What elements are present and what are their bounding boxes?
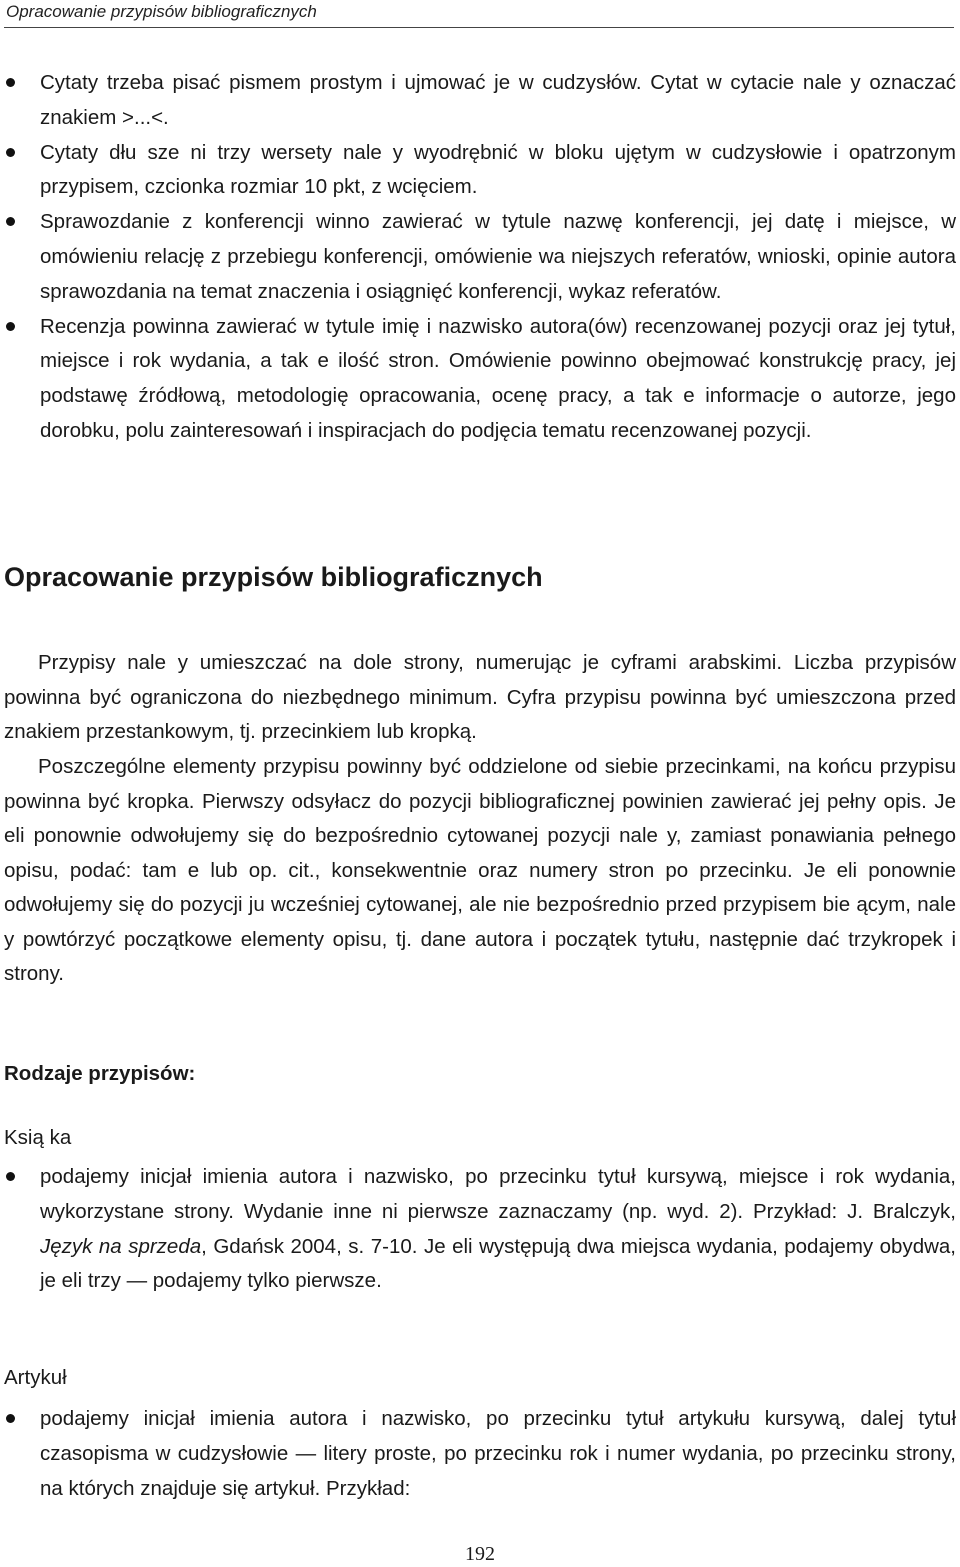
- bullet-icon: [6, 1414, 15, 1423]
- book-type-label: Ksią ka: [4, 1126, 72, 1149]
- book-text-after: , Gdańsk 2004, s. 7-10. Je eli występują dwa miejsca wydania, podajemy obydwa, je eli trzy — podajemy tylko pierwsze.: [40, 1234, 956, 1293]
- page-number: 192: [465, 1543, 495, 1565]
- section-heading: Opracowanie przypisów bibliograficznych: [4, 562, 543, 592]
- section-paragraph-2: [4, 750, 956, 992]
- book-text-before: podajemy inicjał imienia autora i nazwisko, po przecinku tytuł kursywą, miejsce i rok wydania, wykorzystane strony. Wydanie inne ni pierwsze zaznaczamy (np. wyd. 2). Przykład: J. Bralczyk,: [40, 1165, 956, 1223]
- top-bullet-list: [6, 66, 956, 449]
- footnote-types-heading: Rodzaje przypisów:: [4, 1062, 196, 1085]
- article-type-label: Artykuł: [4, 1366, 67, 1389]
- running-header: Opracowanie przypisów bibliograficznych: [6, 2, 317, 21]
- article-text: podajemy inicjał imienia autora i nazwisko, po przecinku tytuł artykułu kursywą, dalej tytuł czasopisma w cudzysłowie — litery proste, po przecinku rok i numer wydania, po przecinku strony, na których znajduje się artykuł. Przykład:: [40, 1407, 956, 1500]
- section-paragraph-1: [4, 646, 956, 750]
- bullet-icon: [6, 217, 15, 226]
- header-rule: [4, 27, 954, 28]
- list-item: [6, 310, 956, 449]
- bullet-icon: [6, 1172, 15, 1181]
- bullet-icon: [6, 322, 15, 331]
- list-item-text: Recenzja powinna zawierać w tytule imię i nazwisko autora(ów) recenzowanej pozycji oraz jej tytuł, miejsce i rok wydania, a tak e ilość stron. Omówienie powinno obejmować konstrukcję pracy, jej podstawę źródłową, metodologię opracowania, ocenę pracy, a tak e informacje o autorze, jego dorobku, polu zainteresowań i inspiracjach do podjęcia tematu recenzowanej pozycji.: [40, 314, 956, 442]
- book-bullet-list: [6, 1160, 956, 1299]
- list-item-text: Cytaty dłu sze ni trzy wersety nale y wyodrębnić w bloku ujętym w cudzysłowie i opatrzonym przypisem, czcionka rozmiar 10 pkt, z wcięciem.: [40, 140, 956, 199]
- book-example-title: Język na sprzeda: [40, 1234, 202, 1258]
- list-item: [6, 66, 956, 136]
- paragraph-text: Przypisy nale y umieszczać na dole strony, numerując je cyframi arabskimi. Liczba przypisów powinna być ograniczona do niezbędnego minimum. Cyfra przypisu powinna być umieszczona przed znakiem przestankowym, tj. przecinkiem lub kropką.: [4, 651, 956, 743]
- list-item-text: Cytaty trzeba pisać pismem prostym i ujmować je w cudzysłów. Cytat w cytacie nale y oznaczać znakiem >...<.: [40, 71, 956, 129]
- bullet-icon: [6, 78, 15, 87]
- list-item: [6, 136, 956, 206]
- list-item-text: Sprawozdanie z konferencji winno zawierać w tytule nazwę konferencji, jej datę i miejsce, w omówieniu relację z przebiegu konferencji, omówienie wa niejszych referatów, wnioski, opinie autora sprawozdania na temat znaczenia i osiągnięć konferencji, wykaz referatów.: [40, 210, 956, 303]
- list-item: [6, 1402, 956, 1506]
- article-bullet-list: [6, 1402, 956, 1506]
- bullet-icon: [6, 148, 15, 157]
- list-item: [6, 205, 956, 309]
- paragraph-text: Poszczególne elementy przypisu powinny być oddzielone od siebie przecinkami, na końcu przypisu powinna być kropka. Pierwszy odsyłacz do pozycji bibliograficznej powinien zawierać jej pełny opis. Je eli ponownie odwołujemy się do bezpośrednio cytowanej pozycji nale y, zamiast ponawiania pełnego opisu, podać: tam e lub op. cit., konsekwentnie oraz numery stron po przecinku. Je eli ponownie odwołujemy się do pozycji ju wcześniej cytowanej, ale nie bezpośrednio przed przypisem bie ącym, nale y powtórzyć początkowe elementy opisu, tj. dane autora i początek tytułu, następnie dać trzykropek i strony.: [4, 755, 956, 985]
- list-item: [6, 1160, 956, 1299]
